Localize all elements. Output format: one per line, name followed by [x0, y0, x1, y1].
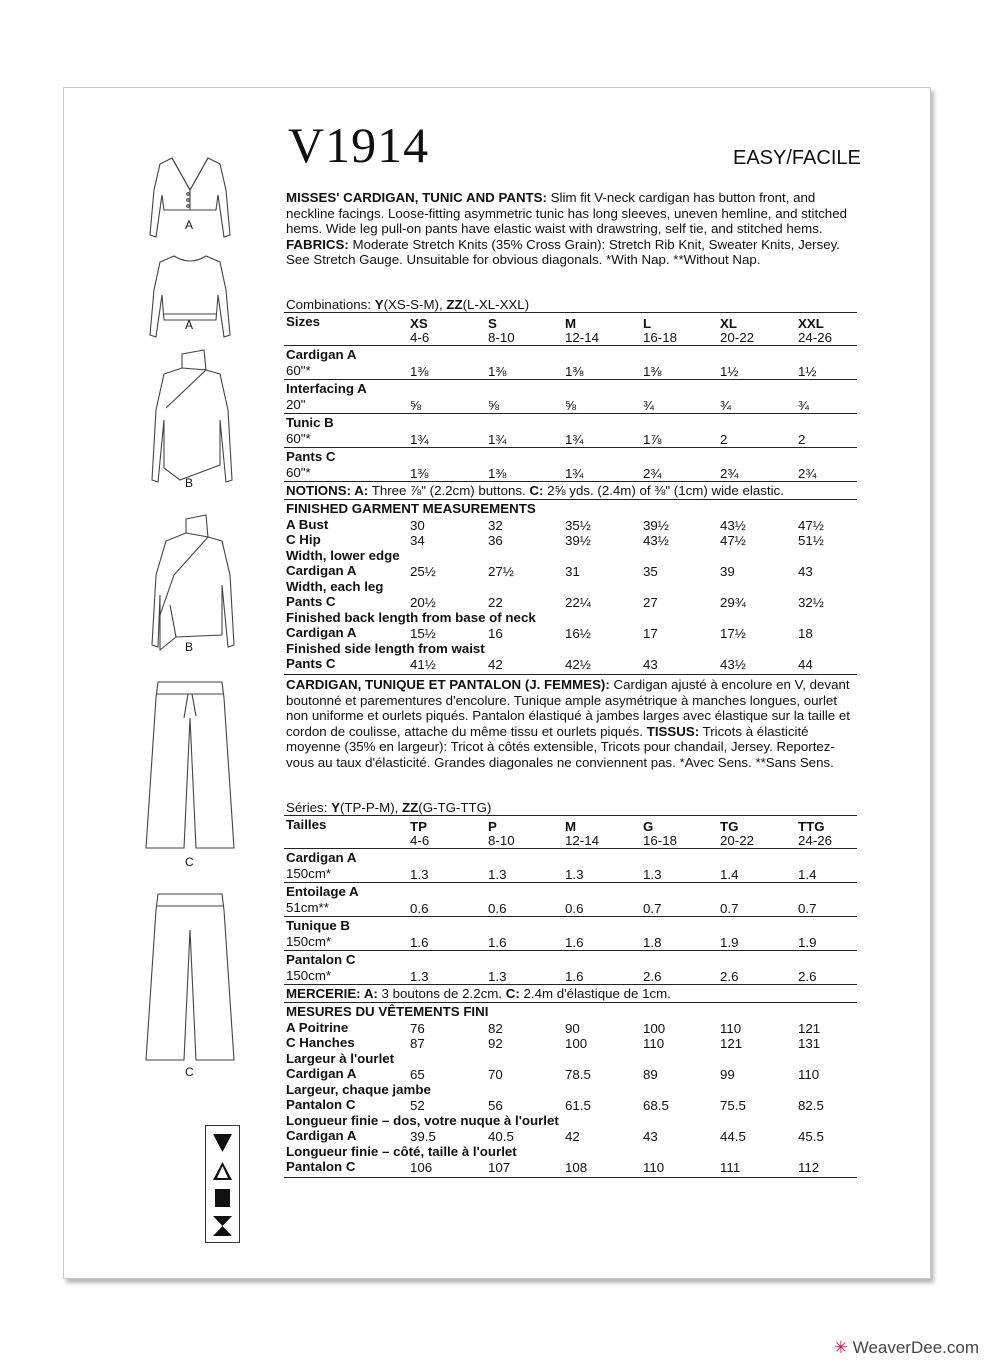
- measurement-value-en: 36: [488, 533, 503, 548]
- yardage-row-name-fr: Pantalon C: [286, 952, 356, 967]
- measurement-value-fr: 61.5: [565, 1098, 591, 1113]
- notions-en: [286, 484, 784, 497]
- yardage-value-en: ¾: [720, 398, 732, 413]
- measurement-value-fr: 100: [643, 1020, 666, 1036]
- measurement-value-en: 27: [643, 595, 658, 610]
- rule-combinations-en: [284, 312, 857, 313]
- size-range-fr: 16-18: [643, 833, 678, 848]
- yardage-value-en: 1⅜: [488, 364, 507, 379]
- measurement-value-en: 44: [798, 657, 813, 672]
- yardage-row-name-fr: Entoilage A: [286, 884, 359, 899]
- size-code-en: XS: [410, 316, 428, 331]
- measurement-value-en: 39½: [643, 517, 669, 533]
- yardage-value-fr: 0.6: [488, 901, 507, 916]
- fabrics-text: Moderate Stretch Knits (35% Cross Grain): Stretch Rib Knit, Sweater Knits, Jersey. See Stretch Gauge. Unsuitable for obvious diagonals. *With Nap. **Without Nap.: [286, 236, 840, 267]
- measurement-value-fr: 108: [565, 1160, 588, 1175]
- yardage-row-name-fr: Tunique B: [286, 918, 351, 933]
- yardage-value-fr: 1.9: [798, 935, 817, 950]
- measurement-value-fr: 121: [798, 1020, 821, 1036]
- measurement-label-fr: Longueur finie – dos, votre nuque à l'ourlet: [286, 1112, 559, 1128]
- rule-yardage-en: [284, 481, 857, 482]
- measurement-value-en: 17½: [720, 626, 746, 641]
- rule-yardage-fr: [284, 950, 857, 951]
- yardage-value-en: ⅝: [410, 398, 422, 413]
- yardage-row-name-fr: Cardigan A: [286, 850, 357, 865]
- measurement-value-en: 16: [488, 626, 503, 641]
- notions-text-a-en: Three ⅞" (2.2cm) buttons.: [368, 483, 530, 498]
- measurement-value-en: 27½: [488, 564, 514, 579]
- yardage-value-en: 2¾: [720, 466, 739, 481]
- size-code-fr: M: [565, 819, 577, 834]
- yardage-value-fr: 1.3: [643, 867, 662, 882]
- size-range-fr: 20-22: [720, 833, 755, 848]
- rule-yardage-fr: [284, 916, 857, 917]
- measurement-label-fr: A Poitrine: [286, 1019, 349, 1035]
- measurements-title-fr: MESURES DU VÊTEMENTS FINI: [286, 1004, 489, 1019]
- brand-logo-icon: ✳: [833, 1338, 848, 1357]
- yardage-value-fr: 1.6: [565, 935, 584, 950]
- yardage-value-en: 2: [720, 432, 728, 447]
- size-code-fr: P: [488, 819, 497, 834]
- yardage-row-width-fr: 51cm**: [286, 900, 329, 915]
- combinations-en-y-sizes: (XS-S-M),: [383, 297, 447, 312]
- rule-sizes-en: [284, 345, 857, 346]
- measurement-value-fr: 106: [410, 1160, 433, 1175]
- rule-notions-en: [284, 499, 857, 500]
- fabrics-label-fr: TISSUS:: [646, 723, 700, 739]
- measurement-value-fr: 82.5: [798, 1098, 824, 1113]
- fabrics-label: FABRICS:: [286, 236, 349, 252]
- yardage-row-name-en: Tunic B: [286, 415, 334, 430]
- rule-measurements-end-en: [284, 674, 857, 675]
- measurement-value-en: 35½: [565, 517, 591, 533]
- rule-notions-fr: [284, 1002, 857, 1003]
- yardage-value-en: 1¾: [565, 466, 584, 481]
- description-text-fr: Cardigan ajusté à encolure en V, devant boutonné et parementures d'encolure. Tunique ample asymétrique à manches longues, ourlet non uniforme et ourlets piqués. Pantalon élastiqué à jambes larges avec élastique sur la taille et cordon de coulisse, attache du même tissu et ourlets piqués.: [286, 677, 850, 739]
- yardage-value-en: 1¾: [488, 432, 507, 447]
- figure-label-tunic-b-front: B: [185, 476, 194, 490]
- measurement-value-fr: 87: [410, 1036, 425, 1051]
- yardage-value-en: 1¾: [565, 432, 584, 447]
- yardage-value-fr: 0.6: [410, 901, 429, 916]
- yardage-value-fr: 1.6: [565, 969, 584, 984]
- combinations-en: [286, 298, 529, 311]
- figure-label-pants-c-back: C: [185, 1065, 194, 1079]
- combinations-fr: [286, 801, 491, 814]
- description-french: [286, 677, 861, 770]
- yardage-value-fr: 1.3: [410, 867, 429, 882]
- measurement-value-en: 43: [643, 657, 658, 672]
- measurement-value-fr: 110: [643, 1036, 665, 1051]
- size-code-fr: G: [643, 819, 654, 834]
- measurement-value-fr: 107: [488, 1160, 511, 1175]
- notions-c-label-en: C:: [529, 483, 544, 498]
- measurement-value-fr: 100: [565, 1036, 588, 1051]
- yardage-value-en: 1½: [720, 364, 739, 379]
- measurement-value-en: 29¾: [720, 595, 746, 610]
- size-code-en: S: [488, 316, 497, 331]
- sizes-label-en: Sizes: [286, 314, 321, 329]
- yardage-value-en: 1¾: [410, 432, 429, 447]
- size-range-en: 4-6: [410, 330, 430, 345]
- rule-combinations-fr: [284, 815, 857, 816]
- measurement-label-en: Finished back length from base of neck: [286, 609, 536, 625]
- measurement-value-fr: 42: [565, 1129, 580, 1144]
- yardage-value-en: 1⅜: [643, 364, 662, 379]
- measurement-value-en: 43: [798, 564, 813, 579]
- rule-yardage-en: [284, 447, 857, 448]
- measurement-label-fr: Largeur, chaque jambe: [286, 1081, 431, 1097]
- notion-symbols-box: [205, 1125, 240, 1243]
- measurement-value-fr: 110: [720, 1020, 742, 1036]
- measurements-title-en: FINISHED GARMENT MEASUREMENTS: [286, 501, 536, 516]
- rule-yardage-fr: [284, 882, 857, 883]
- description-title-fr: CARDIGAN, TUNIQUE ET PANTALON (J. FEMMES):: [286, 677, 610, 692]
- measurement-value-en: 51½: [798, 533, 824, 548]
- yardage-value-en: 1⅞: [643, 432, 662, 447]
- yardage-row-width-fr: 150cm*: [286, 968, 332, 983]
- measurement-value-fr: 45.5: [798, 1129, 824, 1144]
- size-range-fr: 4-6: [410, 833, 430, 848]
- measurement-label-en: Pants C: [286, 656, 336, 671]
- measurement-value-en: 32½: [798, 595, 824, 610]
- measurement-value-en: 20½: [410, 595, 436, 610]
- rule-yardage-en: [284, 379, 857, 380]
- yardage-value-fr: 1.6: [488, 935, 507, 950]
- yardage-value-en: 1⅜: [410, 364, 429, 379]
- measurement-value-en: 41½: [410, 657, 436, 672]
- figure-label-crop-top-a: A: [185, 318, 194, 332]
- yardage-value-en: 2¾: [643, 466, 662, 481]
- measurement-value-fr: 76: [410, 1020, 425, 1036]
- yardage-value-en: 1⅜: [410, 466, 429, 481]
- yardage-value-fr: 2.6: [643, 969, 662, 984]
- size-range-en: 24-26: [798, 330, 833, 345]
- size-range-en: 12-14: [565, 330, 600, 345]
- measurement-label-fr: Cardigan A: [286, 1066, 357, 1081]
- yardage-value-fr: 1.6: [410, 935, 429, 950]
- figure-label-pants-c-front: C: [185, 855, 194, 869]
- measurement-value-en: 39½: [565, 533, 591, 548]
- yardage-row-name-en: Pants C: [286, 449, 336, 464]
- yardage-value-en: 2¾: [798, 466, 817, 481]
- description-english: [286, 190, 861, 268]
- combinations-en-y: Y: [374, 297, 384, 312]
- size-range-fr: 8-10: [488, 833, 515, 848]
- notions-c-label-fr: C:: [505, 986, 520, 1001]
- size-range-en: 20-22: [720, 330, 755, 345]
- measurement-value-fr: 110: [643, 1160, 665, 1175]
- measurement-value-fr: 110: [798, 1067, 820, 1082]
- yardage-value-en: ¾: [643, 398, 655, 413]
- yardage-value-en: ⅝: [488, 398, 500, 413]
- measurement-value-en: 47½: [720, 533, 746, 548]
- measurement-value-fr: 52: [410, 1098, 425, 1113]
- measurement-value-fr: 89: [643, 1067, 658, 1082]
- size-code-fr: TTG: [798, 819, 825, 834]
- notion-symbols-icon: [206, 1126, 239, 1242]
- measurement-label-en: Finished side length from waist: [286, 640, 485, 656]
- difficulty-label: EASY/FACILE: [733, 147, 861, 169]
- combinations-en-prefix: Combinations:: [286, 297, 375, 312]
- measurement-value-en: 43½: [720, 657, 746, 672]
- yardage-value-fr: 1.4: [798, 867, 817, 882]
- yardage-value-en: 1⅜: [488, 466, 507, 481]
- size-code-en: XXL: [798, 316, 824, 331]
- measurement-value-en: 31: [565, 564, 580, 579]
- yardage-value-en: 1⅜: [565, 364, 584, 379]
- measurement-value-en: 43½: [643, 533, 669, 548]
- combinations-en-zz-sizes: (L-XL-XXL): [462, 297, 530, 312]
- notions-text-c-fr: 2.4m d'élastique de 1cm.: [519, 986, 671, 1001]
- measurement-label-en: Width, each leg: [286, 578, 384, 594]
- measurement-value-fr: 70: [488, 1067, 503, 1082]
- combinations-fr-zz: ZZ: [402, 800, 419, 815]
- size-range-fr: 24-26: [798, 833, 833, 848]
- pants-c-front-illustration: [146, 682, 234, 848]
- pants-c-back-illustration: [146, 894, 234, 1060]
- measurement-label-en: Cardigan A: [286, 563, 357, 578]
- yardage-value-fr: 1.4: [720, 867, 739, 882]
- measurement-value-fr: 121: [720, 1036, 743, 1051]
- yardage-value-en: 2: [798, 432, 806, 447]
- yardage-value-en: 1½: [798, 364, 817, 379]
- brand-name: WeaverDee.com: [852, 1338, 979, 1357]
- fabrics-text-fr: Tricots à élasticité moyenne (35% en largeur): Tricot à côtés extensible, Tricots pour chandail, Jersey. Reportez-vous au taux d'élasticité. Grandes diagonales ne conviennent pas. *Avec Sens. **Sans Sens.: [286, 723, 835, 770]
- measurement-value-en: 22¼: [565, 595, 591, 610]
- yardage-value-fr: 1.3: [410, 969, 429, 984]
- yardage-row-width-en: 60"*: [286, 465, 311, 480]
- measurement-value-fr: 68.5: [643, 1098, 669, 1113]
- yardage-value-fr: 2.6: [798, 969, 817, 984]
- measurement-value-fr: 131: [798, 1036, 821, 1051]
- notions-text-c-en: 2⅝ yds. (2.4m) of ⅜" (1cm) wide elastic.: [543, 483, 784, 498]
- yardage-value-fr: 0.7: [643, 901, 662, 916]
- yardage-value-fr: 0.6: [565, 901, 584, 916]
- measurement-value-fr: 78.5: [565, 1067, 591, 1082]
- yardage-row-width-fr: 150cm*: [286, 866, 332, 881]
- measurement-label-fr: Pantalon C: [286, 1159, 356, 1174]
- measurement-value-fr: 92: [488, 1036, 503, 1051]
- measurement-value-fr: 90: [565, 1020, 580, 1036]
- figure-label-cardigan-a: A: [185, 218, 194, 232]
- description-text: Slim fit V-neck cardigan has button front, and neckline facings. Loose-fitting asymmetric tunic has long sleeves, uneven hemline, and stitched hems. Wide leg pull-on pants have elastic waist with drawstring, self tie, and stitched hems.: [286, 190, 847, 236]
- yardage-row-width-en: 60"*: [286, 363, 311, 378]
- combinations-fr-zz-sizes: (G-TG-TTG): [418, 800, 492, 815]
- measurement-value-fr: 40.5: [488, 1129, 514, 1144]
- measurement-label-en: Width, lower edge: [286, 547, 400, 563]
- size-code-fr: TP: [410, 819, 427, 834]
- measurement-label-en: C Hip: [286, 532, 321, 547]
- measurement-value-fr: 44.5: [720, 1129, 746, 1144]
- measurement-value-fr: 39.5: [410, 1129, 436, 1144]
- yardage-value-fr: 1.3: [488, 969, 507, 984]
- measurement-value-en: 39: [720, 564, 735, 579]
- size-code-en: L: [643, 316, 652, 331]
- notions-text-a-fr: 3 boutons de 2.2cm.: [377, 986, 506, 1001]
- yardage-value-fr: 2.6: [720, 969, 739, 984]
- combinations-fr-y-sizes: (TP-P-M),: [339, 800, 403, 815]
- rule-yardage-en: [284, 413, 857, 414]
- combinations-fr-prefix: Séries:: [286, 800, 332, 815]
- yardage-value-fr: 0.7: [720, 901, 739, 916]
- measurement-value-en: 32: [488, 517, 503, 533]
- notions-fr: [286, 987, 671, 1000]
- tunic-b-front-illustration: [152, 350, 232, 482]
- sizes-label-fr: Tailles: [286, 817, 327, 832]
- measurement-value-en: 35: [643, 564, 658, 579]
- yardage-value-fr: 1.8: [643, 935, 662, 950]
- measurement-value-fr: 43: [643, 1129, 658, 1144]
- measurement-value-fr: 111: [720, 1160, 741, 1175]
- measurement-value-fr: 75.5: [720, 1098, 746, 1113]
- measurement-label-en: Cardigan A: [286, 625, 357, 640]
- yardage-value-fr: 1.3: [488, 867, 507, 882]
- measurement-value-en: 15½: [410, 626, 436, 641]
- tunic-b-open-illustration: [152, 515, 234, 650]
- measurement-value-fr: 112: [798, 1160, 820, 1175]
- yardage-value-fr: 1.9: [720, 935, 739, 950]
- combinations-fr-y: Y: [331, 800, 340, 815]
- measurement-value-en: 25½: [410, 564, 436, 579]
- figure-label-tunic-b-open: B: [185, 640, 194, 654]
- measurement-label-fr: C Hanches: [286, 1035, 355, 1050]
- measurement-value-en: 30: [410, 517, 425, 533]
- size-range-fr: 12-14: [565, 833, 600, 848]
- yardage-row-width-en: 20": [286, 397, 306, 412]
- yardage-row-width-fr: 150cm*: [286, 934, 332, 949]
- notions-label-en: NOTIONS: A:: [286, 483, 369, 498]
- measurement-label-fr: Longueur finie – côté, taille à l'ourlet: [286, 1143, 517, 1159]
- measurement-value-en: 18: [798, 626, 813, 641]
- size-code-en: M: [565, 316, 577, 331]
- measurement-label-en: Pants C: [286, 594, 336, 609]
- rule-measurements-end-fr: [284, 1177, 857, 1178]
- size-code-fr: TG: [720, 819, 739, 834]
- measurement-value-en: 43½: [720, 517, 746, 533]
- yardage-row-name-en: Cardigan A: [286, 347, 357, 362]
- measurement-value-fr: 65: [410, 1067, 425, 1082]
- yardage-value-en: ⅝: [565, 398, 577, 413]
- measurement-value-fr: 82: [488, 1020, 503, 1036]
- pattern-number: V1914: [288, 117, 430, 173]
- brand-watermark: [834, 1338, 979, 1358]
- description-title: MISSES' CARDIGAN, TUNIC AND PANTS:: [286, 190, 547, 205]
- measurement-value-en: 16½: [565, 626, 591, 641]
- measurement-value-fr: 99: [720, 1067, 735, 1082]
- measurement-value-en: 42: [488, 657, 503, 672]
- measurement-value-en: 22: [488, 595, 503, 610]
- rule-yardage-fr: [284, 984, 857, 985]
- size-code-en: XL: [720, 316, 737, 331]
- size-range-en: 8-10: [488, 330, 515, 345]
- measurement-value-en: 47½: [798, 517, 824, 533]
- yardage-value-fr: 0.7: [798, 901, 817, 916]
- measurement-value-en: 34: [410, 533, 425, 548]
- combinations-en-zz: ZZ: [446, 297, 463, 312]
- measurement-value-fr: 56: [488, 1098, 503, 1113]
- size-range-en: 16-18: [643, 330, 678, 345]
- yardage-row-name-en: Interfacing A: [286, 381, 367, 396]
- measurement-label-fr: Pantalon C: [286, 1097, 356, 1112]
- measurement-value-en: 42½: [565, 657, 591, 672]
- measurement-label-fr: Cardigan A: [286, 1128, 357, 1143]
- measurement-value-en: 17: [643, 626, 658, 641]
- measurement-label-en: A Bust: [286, 516, 329, 532]
- yardage-value-fr: 1.3: [565, 867, 584, 882]
- yardage-value-en: ¾: [798, 398, 810, 413]
- rule-sizes-fr: [284, 848, 857, 849]
- notions-label-fr: MERCERIE: A:: [286, 986, 378, 1001]
- measurement-label-fr: Largeur à l'ourlet: [286, 1050, 395, 1066]
- yardage-row-width-en: 60"*: [286, 431, 311, 446]
